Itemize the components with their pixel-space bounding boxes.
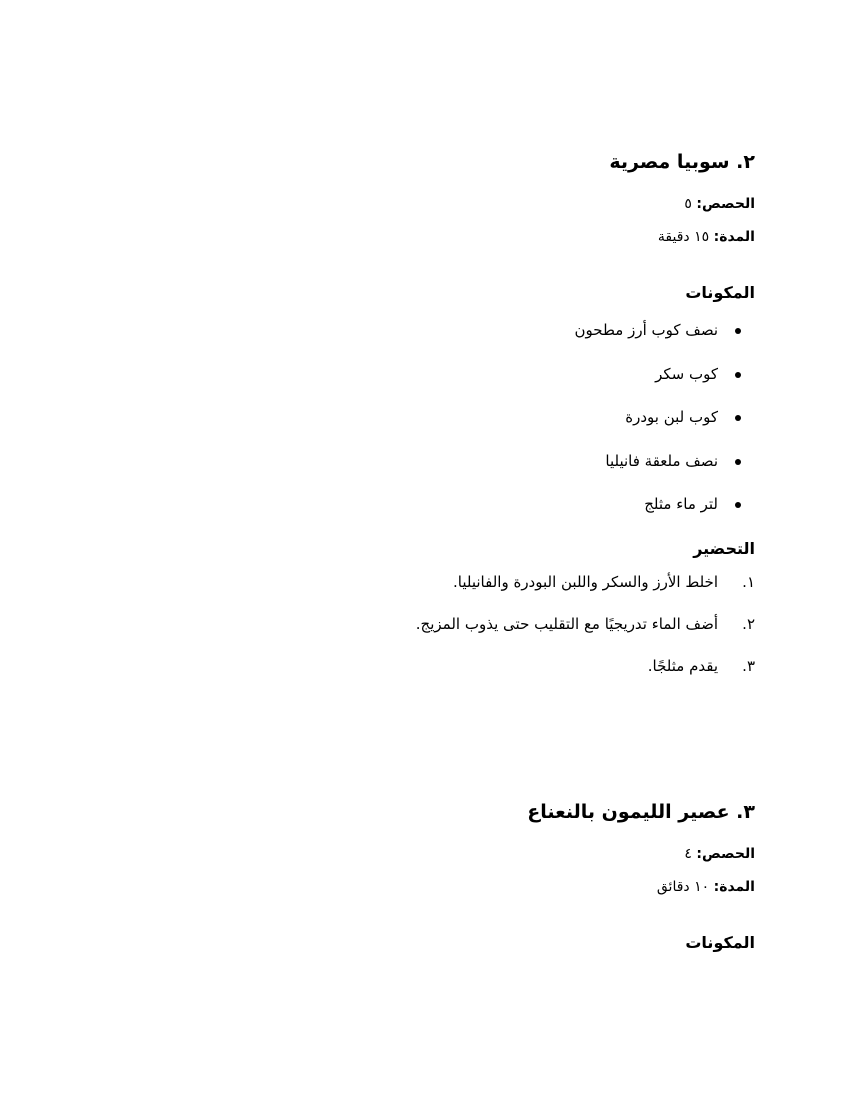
servings-label: الحصص:	[696, 846, 755, 862]
preparation-heading: التحضير	[693, 538, 755, 558]
ingredient-item	[335, 319, 755, 341]
duration-value: ١٥ دقيقة	[657, 229, 710, 245]
ingredient-text: كوب لبن بودرة	[625, 408, 718, 426]
servings-line	[335, 194, 755, 214]
duration-label: المدة:	[713, 879, 755, 895]
steps-list	[335, 571, 755, 677]
recipe-title: ٣. عصير الليمون بالنعناع	[527, 801, 755, 823]
step-number: ١.	[742, 572, 755, 591]
bullet-icon	[735, 502, 741, 508]
servings-label: الحصص:	[696, 196, 755, 212]
step-text: اخلط الأرز والسكر واللبن البودرة والفانيليا.	[453, 572, 718, 591]
duration-line	[335, 877, 755, 897]
step-number: ٢.	[742, 614, 755, 633]
bullet-icon	[735, 459, 741, 465]
ingredients-heading: المكونات	[685, 933, 755, 952]
servings-value: ٥	[684, 196, 692, 212]
duration-value: ١٠ دقائق	[656, 879, 710, 895]
ingredient-text: كوب سكر	[655, 364, 718, 383]
bullet-icon	[735, 328, 741, 334]
duration-line	[335, 227, 755, 247]
recipe-sobia	[335, 148, 755, 697]
ingredient-text: نصف كوب أرز مطحون	[574, 321, 718, 339]
ingredient-item	[335, 363, 755, 385]
bullet-icon	[735, 372, 741, 378]
duration-label: المدة:	[713, 229, 755, 245]
recipe-title: ٢. سوبيا مصرية	[609, 151, 755, 173]
servings-line	[335, 844, 755, 864]
ingredients-heading: المكونات	[685, 283, 755, 302]
ingredient-item	[335, 493, 755, 515]
step-text: يقدم مثلجًا.	[647, 656, 718, 675]
recipe-lemon-mint	[335, 798, 755, 955]
ingredient-text: لتر ماء مثلج	[644, 495, 718, 513]
ingredient-item	[335, 450, 755, 472]
servings-value: ٤	[684, 846, 692, 862]
ingredients-list	[335, 319, 755, 515]
ingredient-item	[335, 406, 755, 428]
step-item	[335, 613, 755, 635]
step-item	[335, 571, 755, 593]
step-item	[335, 655, 755, 677]
step-number: ٣.	[742, 656, 755, 675]
bullet-icon	[735, 415, 741, 421]
ingredient-text: نصف ملعقة فانيليا	[605, 451, 718, 470]
step-text: أضف الماء تدريجيًا مع التقليب حتى يذوب المزيج.	[415, 614, 718, 633]
